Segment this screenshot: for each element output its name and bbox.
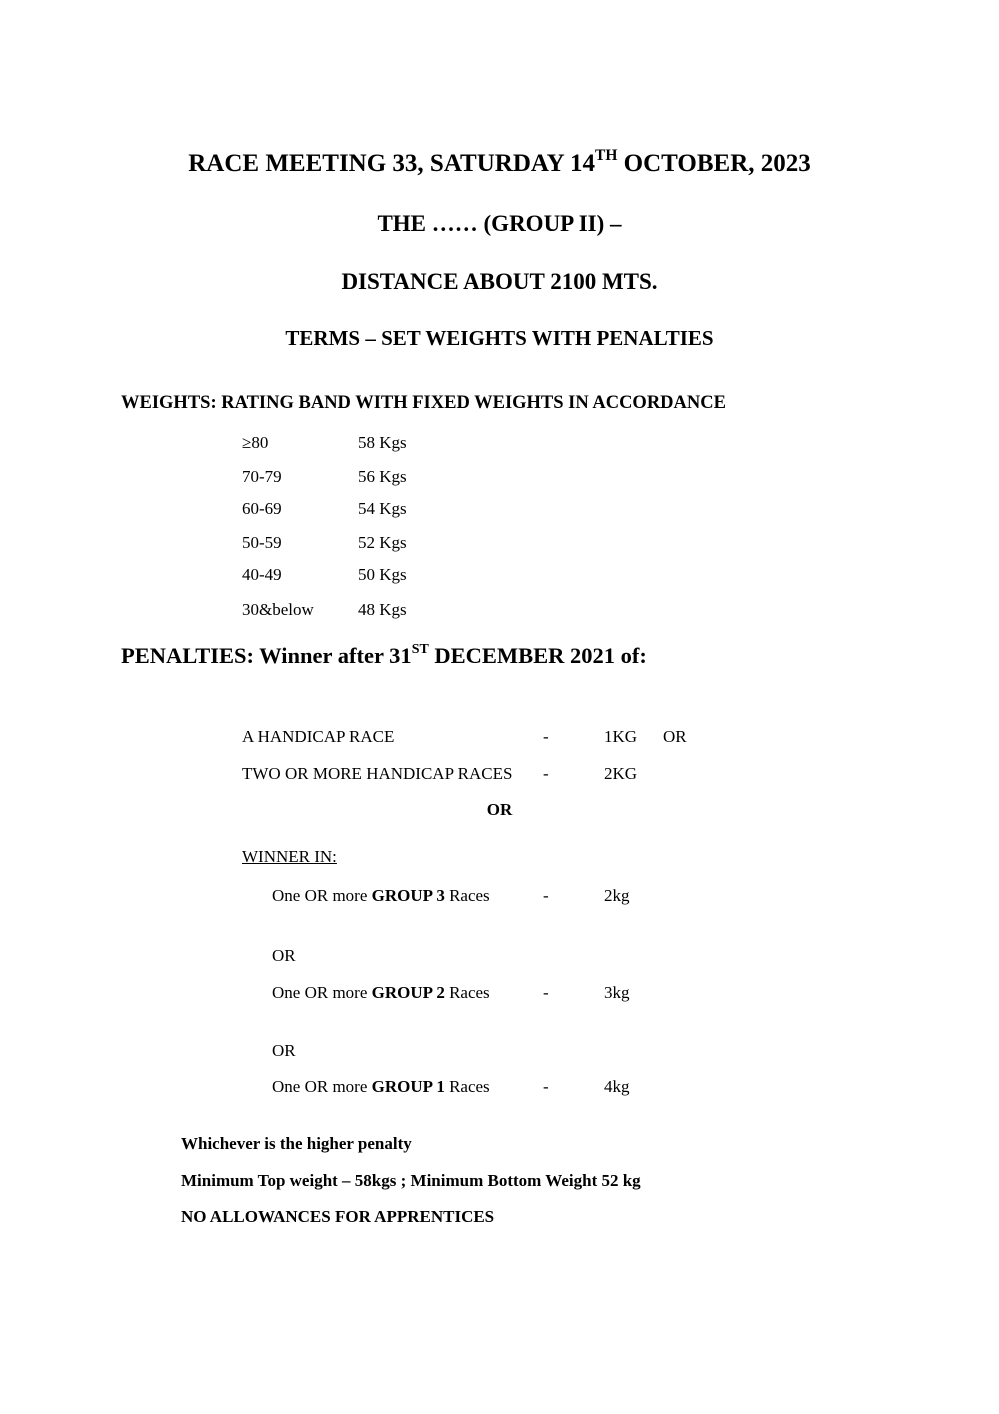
penalty-dash: - <box>543 727 549 746</box>
weights-heading: WEIGHTS: RATING BAND WITH FIXED WEIGHTS IN ACCORDANCE <box>121 393 726 413</box>
penalty-value: 2KG <box>604 764 638 783</box>
group-penalty-label: One OR more GROUP 3 Races <box>272 886 490 905</box>
weight-value: 50 Kgs <box>358 565 407 584</box>
note-higher-penalty: Whichever is the higher penalty <box>181 1134 412 1153</box>
weight-value: 58 Kgs <box>358 433 407 452</box>
weight-band: 70-79 <box>242 467 282 486</box>
penalty-value: 2kg <box>604 886 630 905</box>
penalties-heading-superscript: ST <box>411 641 429 657</box>
title-main: RACE MEETING 33, SATURDAY 14 <box>188 150 596 177</box>
weight-band: 30&below <box>242 600 314 619</box>
penalty-label: A HANDICAP RACE <box>242 727 395 746</box>
note-min-weights: Minimum Top weight – 58kgs ; Minimum Bottom Weight 52 kg <box>181 1171 641 1190</box>
weight-value: 56 Kgs <box>358 467 407 486</box>
group-penalty-label: One OR more GROUP 2 Races <box>272 983 490 1002</box>
weight-band: 40-49 <box>242 565 282 584</box>
penalty-dash: - <box>543 886 549 905</box>
weight-band: 50-59 <box>242 533 282 552</box>
note-no-allowances: NO ALLOWANCES FOR APPRENTICES <box>181 1207 495 1226</box>
title-superscript: TH <box>595 146 618 164</box>
group-penalty-label: One OR more GROUP 1 Races <box>272 1077 490 1096</box>
penalties-heading-end: DECEMBER 2021 of: <box>428 643 647 668</box>
penalties-heading-start: PENALTIES: Winner after 31 <box>121 643 412 668</box>
weight-band: 60-69 <box>242 499 282 518</box>
page-title <box>0 146 999 178</box>
weight-value: 54 Kgs <box>358 499 407 518</box>
penalties-heading <box>121 643 647 669</box>
penalty-dash: - <box>543 1077 549 1096</box>
or-separator: OR <box>486 800 513 819</box>
penalty-dash: - <box>543 983 549 1002</box>
penalty-value: 3kg <box>604 983 630 1002</box>
weight-value: 48 Kgs <box>358 600 407 619</box>
or-label: OR <box>272 946 296 965</box>
penalty-label: TWO OR MORE HANDICAP RACES <box>242 764 513 783</box>
or-label: OR <box>272 1041 296 1060</box>
winner-in-heading: WINNER IN: <box>242 847 337 866</box>
race-terms: TERMS – SET WEIGHTS WITH PENALTIES <box>285 326 714 350</box>
penalty-or: OR <box>663 727 687 746</box>
title-end: OCTOBER, 2023 <box>617 150 811 177</box>
penalty-value: 1KG <box>604 727 638 746</box>
race-distance: DISTANCE ABOUT 2100 MTS. <box>341 269 658 294</box>
race-name: THE …… (GROUP II) – <box>377 211 622 236</box>
weight-band: ≥80 <box>242 433 269 452</box>
penalty-dash: - <box>543 764 549 783</box>
weight-value: 52 Kgs <box>358 533 407 552</box>
penalty-value: 4kg <box>604 1077 630 1096</box>
